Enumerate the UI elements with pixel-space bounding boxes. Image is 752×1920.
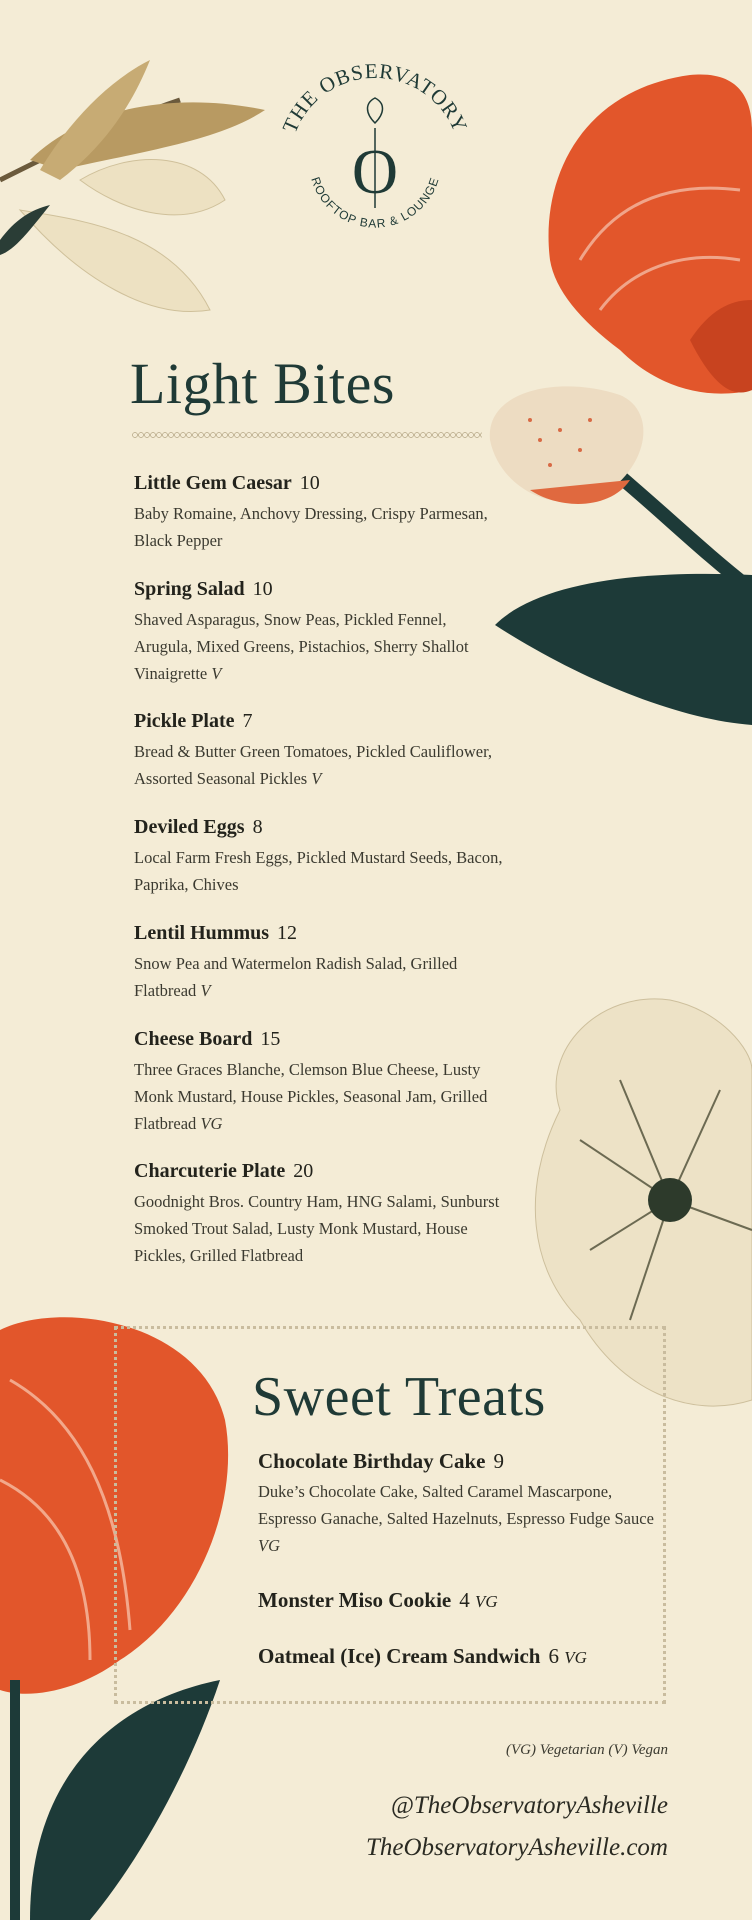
spotted-flower-and-leaf-illustration bbox=[480, 380, 752, 730]
item-name: Pickle Plate bbox=[134, 710, 235, 732]
section-divider bbox=[132, 431, 482, 439]
item-price: 15 bbox=[260, 1028, 281, 1050]
diet-tag: V bbox=[211, 664, 222, 683]
diet-tag: VG bbox=[475, 1592, 498, 1611]
sweet-treats-title: Sweet Treats bbox=[252, 1366, 546, 1428]
menu-item bbox=[258, 1448, 658, 1559]
tan-flower-illustration bbox=[0, 40, 270, 320]
item-price: 12 bbox=[277, 922, 298, 944]
item-name: Spring Salad bbox=[134, 578, 245, 600]
menu-item bbox=[134, 814, 504, 898]
sweet-treats-list bbox=[258, 1448, 658, 1699]
item-price: 10 bbox=[252, 578, 273, 600]
item-description: Snow Pea and Watermelon Radish Salad, Grilled Flatbread bbox=[134, 954, 458, 1000]
item-price: 7 bbox=[242, 710, 253, 732]
item-name: Cheese Board bbox=[134, 1028, 253, 1050]
logo-emblem bbox=[270, 58, 480, 268]
light-bites-title: Light Bites bbox=[130, 351, 395, 416]
logo-top-text: THE OBSERVATORY bbox=[277, 58, 473, 137]
item-name: Chocolate Birthday Cake bbox=[258, 1449, 486, 1473]
item-name: Deviled Eggs bbox=[134, 816, 245, 838]
diet-tag: VG bbox=[200, 1114, 223, 1133]
item-description: Bread & Butter Green Tomatoes, Pickled Cauliflower, Assorted Seasonal Pickles bbox=[134, 742, 493, 788]
item-name: Lentil Hummus bbox=[134, 922, 270, 944]
item-name: Oatmeal (Ice) Cream Sandwich bbox=[258, 1644, 541, 1668]
menu-item bbox=[134, 576, 504, 687]
menu-item bbox=[258, 1587, 658, 1615]
website-link[interactable]: TheObservatoryAsheville.com bbox=[365, 1834, 668, 1861]
item-name: Little Gem Caesar bbox=[134, 472, 292, 494]
item-price: 9 bbox=[493, 1449, 504, 1473]
instagram-handle[interactable]: @TheObservatoryAsheville bbox=[390, 1792, 668, 1819]
diet-tag: VG bbox=[258, 1536, 280, 1555]
item-price: 6 bbox=[548, 1644, 559, 1668]
logo-bottom-text: ROOFTOP BAR & LOUNGE bbox=[308, 175, 442, 231]
menu-item bbox=[134, 470, 504, 554]
item-name: Monster Miso Cookie bbox=[258, 1588, 452, 1612]
item-price: 10 bbox=[299, 472, 320, 494]
item-price: 20 bbox=[293, 1160, 314, 1182]
menu-item bbox=[134, 1026, 504, 1137]
logo bbox=[270, 58, 480, 268]
item-description: Duke’s Chocolate Cake, Salted Caramel Mascarpone, Espresso Ganache, Salted Hazelnuts, Espresso Fudge Sauce bbox=[258, 1482, 654, 1528]
item-description: Baby Romaine, Anchovy Dressing, Crispy Parmesan, Black Pepper bbox=[134, 504, 488, 550]
logo-monogram: O bbox=[351, 136, 399, 207]
item-description: Three Graces Blanche, Clemson Blue Cheese, Lusty Monk Mustard, House Pickles, Seasonal Jam, Grilled Flatbread bbox=[134, 1060, 488, 1133]
item-price: 8 bbox=[252, 816, 263, 838]
diet-tag: V bbox=[200, 981, 211, 1000]
menu-item bbox=[134, 1158, 504, 1269]
diet-tag: V bbox=[311, 769, 322, 788]
item-name: Charcuterie Plate bbox=[134, 1160, 286, 1182]
item-description: Goodnight Bros. Country Ham, HNG Salami, Sunburst Smoked Trout Salad, Lusty Monk Mustard, House Pickles, Grilled Flatbread bbox=[134, 1192, 500, 1265]
diet-tag: VG bbox=[564, 1648, 587, 1667]
item-price: 4 bbox=[459, 1588, 470, 1612]
menu-item bbox=[134, 920, 504, 1004]
item-description: Local Farm Fresh Eggs, Pickled Mustard Seeds, Bacon, Paprika, Chives bbox=[134, 848, 503, 894]
item-description: Shaved Asparagus, Snow Peas, Pickled Fennel, Arugula, Mixed Greens, Pistachios, Sherry Shallot Vinaigrette bbox=[134, 610, 469, 683]
diet-legend: (VG) Vegetarian (V) Vegan bbox=[505, 1742, 668, 1758]
menu-item bbox=[134, 708, 504, 792]
menu-item bbox=[258, 1643, 658, 1671]
orange-flower-illustration bbox=[540, 70, 752, 410]
